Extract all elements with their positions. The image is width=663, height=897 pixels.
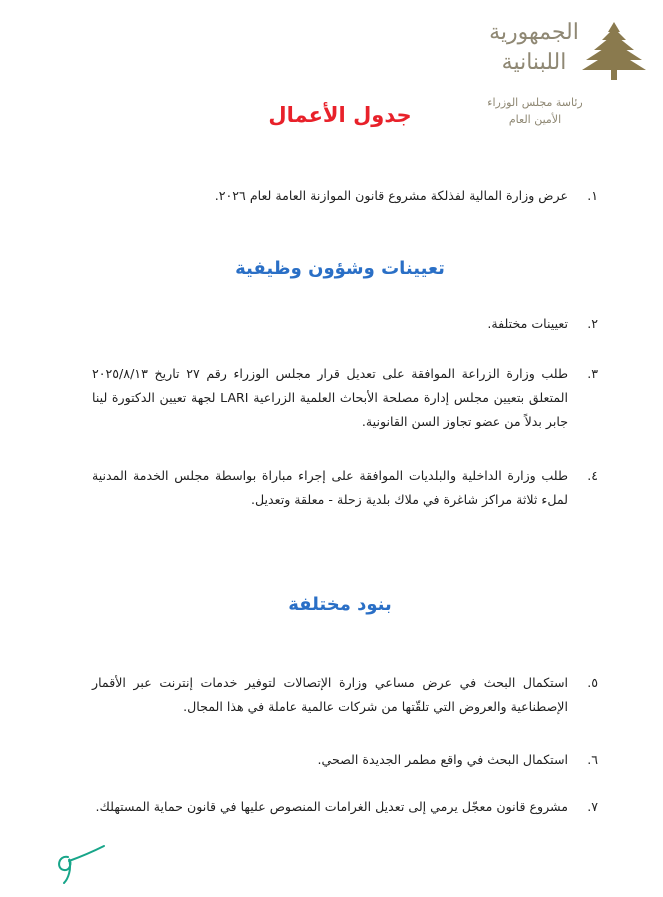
republic-emblem bbox=[488, 18, 580, 88]
section-title-appointments: تعيينات وشؤون وظيفية bbox=[235, 258, 445, 279]
office-line-1: رئاسة مجلس الوزراء bbox=[487, 96, 583, 109]
emblem-line-2: اللبنانية bbox=[501, 50, 567, 75]
agenda-item bbox=[92, 795, 598, 819]
item-number: ٣. bbox=[587, 366, 598, 381]
signature-icon bbox=[50, 843, 110, 885]
item-number: ١. bbox=[587, 188, 598, 203]
item-text: استكمال البحث في واقع مطمر الجديدة الصحي. bbox=[317, 752, 568, 767]
page-title: جدول الأعمال bbox=[268, 103, 412, 127]
item-number: ٦. bbox=[587, 752, 598, 767]
section-title-misc: بنود مختلفة bbox=[288, 594, 392, 615]
item-text: استكمال البحث في عرض مساعي وزارة الإتصالات لتوفير خدمات إنترنت عبر الأقمار الإصطناعية والعروض التي تلقّتها من شركات عالمية عاملة في هذا المجال. bbox=[92, 675, 568, 714]
office-lines bbox=[480, 94, 590, 128]
agenda-item bbox=[200, 184, 598, 208]
agenda-item bbox=[200, 748, 598, 772]
item-text: طلب وزارة الداخلية والبلديات الموافقة على إجراء مباراة بواسطة مجلس الخدمة المدنية لملء ثلاثة مراكز شاغرة في ملاك بلدية زحلة - معلقة وتعديل. bbox=[92, 468, 568, 507]
item-text: مشروع قانون معجّل يرمي إلى تعديل الغرامات المنصوص عليها في قانون حماية المستهلك. bbox=[95, 799, 568, 814]
item-number: ٢. bbox=[587, 316, 598, 331]
item-text: طلب وزارة الزراعة الموافقة على تعديل قرار مجلس الوزراء رقم ٢٧ تاريخ ٢٠٢٥/٨/١٣ المتعلق بتعيين مجلس إدارة مصلحة الأبحاث العلمية الزراعية LARI لجهة تعيين الدكتورة لينا جابر بدلاً من عضو تجاوز السن القانونية. bbox=[92, 366, 568, 429]
item-number: ٧. bbox=[587, 799, 598, 814]
office-line-2: الأمين العام bbox=[508, 113, 562, 126]
agenda-item bbox=[92, 464, 598, 512]
emblem-line-1: الجمهورية bbox=[489, 20, 579, 45]
agenda-item bbox=[92, 671, 598, 719]
item-number: ٥. bbox=[587, 675, 598, 690]
item-number: ٤. bbox=[587, 468, 598, 483]
agenda-item bbox=[92, 362, 598, 434]
item-text: عرض وزارة المالية لفذلكة مشروع قانون الموازنة العامة لعام ٢٠٢٦. bbox=[214, 188, 568, 203]
item-text: تعيينات مختلفة. bbox=[487, 316, 568, 331]
cedar-icon bbox=[580, 20, 648, 82]
agenda-item bbox=[200, 312, 598, 336]
